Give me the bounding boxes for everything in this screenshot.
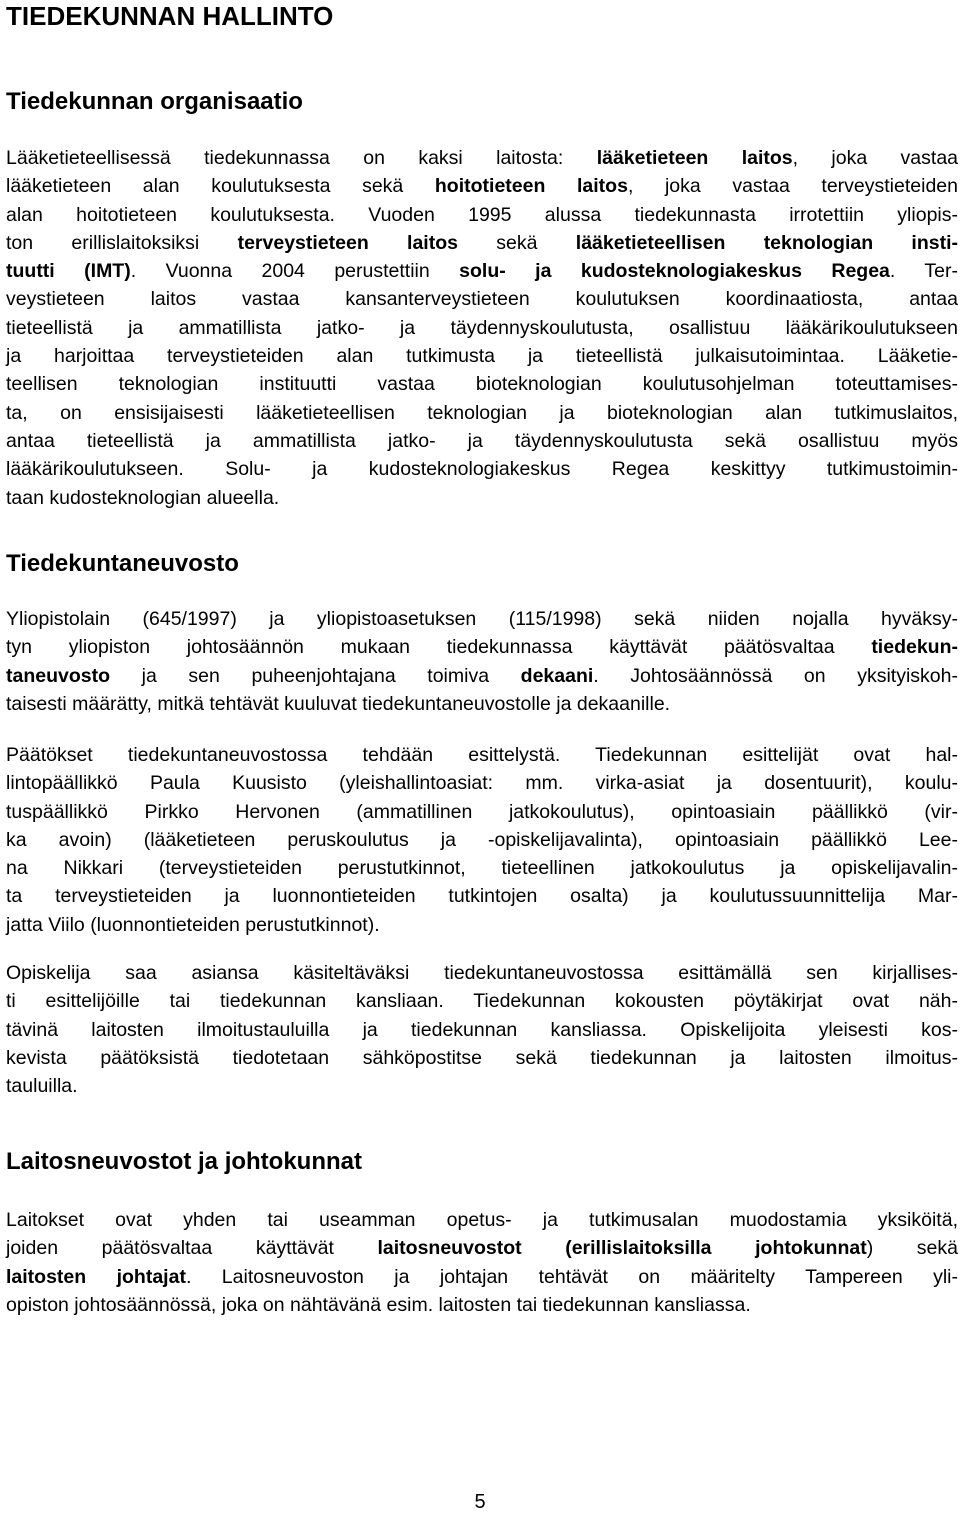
text-run: ta terveystieteiden ja luonnontieteiden tutkintojen osalta) ja koulutussuunnittelija Mar- [6,885,958,908]
text-line [6,769,958,797]
paragraph-faculty-council-authority [6,605,958,718]
text-run: . Vuonna 2004 perustettiin [130,260,460,283]
bold-text: lääketieteen laitos [596,147,793,169]
text-line [6,1206,958,1234]
text-run: ka avoin) (lääketieteen peruskoulutus ja -opiskelijavalinta), opintoasiain päällikkö Lee- [6,828,958,851]
text-run: taan kudosteknologian alueella. [6,486,280,509]
page-title: TIEDEKUNNAN HALLINTO [6,1,334,31]
text-run: lääkärikoulutukseen. Solu- ja kudosteknologiakeskus Regea keskittyy tutkimustoimin- [6,458,958,481]
text-line [6,427,958,455]
text-run: lääketieteen alan koulutuksesta sekä [6,175,435,198]
text-run: Laitokset ovat yhden tai useamman opetus- ja tutkimusalan muodostamia yksiköitä, [6,1209,958,1231]
bold-text: dekaani [520,664,594,687]
text-line [6,1291,958,1319]
text-run: taisesti määrätty, mitkä tehtävät kuuluvat tiedekuntaneuvostolle ja dekaanille. [6,692,671,715]
text-line [6,229,958,257]
bold-text: lääketieteellisen teknologian insti- [575,231,958,254]
text-run: sekä [457,231,576,254]
text-run: joiden päätösvaltaa käyttävät [6,1237,378,1260]
section-heading-organisation: Tiedekunnan organisaatio [6,88,303,115]
text-run: tauluilla. [6,1075,78,1098]
text-run: veystieteen laitos vastaa kansanterveystieteen koulutuksen koordinaatiosta, antaa [6,288,958,311]
text-line [6,741,958,769]
text-line [6,959,958,987]
text-line [6,314,958,342]
text-run: ton erillislaitoksiksi [6,231,238,254]
text-run: tyn yliopiston johtosäännön mukaan tiedekunnassa käyttävät päätösvaltaa [6,636,872,659]
text-run: tieteellistä ja ammatillista jatko- ja täydennyskoulutusta, osallistuu lääkärikoulutukseen [6,316,958,339]
bold-text: terveystieteen laitos [237,231,458,254]
text-line [6,1044,958,1072]
text-run: ta, on ensisijaisesti lääketieteellisen teknologian ja bioteknologian alan tutkimuslaitos, [6,401,958,424]
text-run: Lääketieteellisessä tiedekunnassa on kaksi laitosta: [6,147,597,169]
bold-text: laitosneuvostot (erillislaitoksilla johtokunnat [377,1237,867,1260]
page-number: 5 [474,1491,486,1513]
bold-text: taneuvosto [6,664,111,687]
text-line [6,987,958,1015]
paragraph-organisation [6,144,958,512]
text-line [6,484,958,512]
text-line [6,854,958,882]
section-heading-faculty-council: Tiedekuntaneuvosto [6,550,239,577]
bold-text: laitosten johtajat [6,1265,186,1288]
bold-text: tuutti (IMT) [6,260,131,283]
text-line [6,455,958,483]
text-run: ja harjoittaa terveystieteiden alan tutkimusta ja tieteellistä julkaisutoimintaa. Lääketie- [6,345,958,368]
text-run: tävinä laitosten ilmoitustauluilla ja tiedekunnan kansliassa. Opiskelijoita yleisesti kos- [6,1018,958,1041]
text-run: , joka vastaa [792,147,959,169]
text-run: ti esittelijöille tai tiedekunnan kansliaan. Tiedekunnan kokousten pöytäkirjat ovat näh- [6,990,958,1013]
text-run: alan hoitotieteen koulutuksesta. Vuoden 1995 alussa tiedekunnasta irrotettiin yliopis- [6,203,958,226]
text-line [6,201,958,229]
text-run: . Laitosneuvoston ja johtajan tehtävät on määritelty Tampereen yli- [185,1265,958,1288]
paragraph-faculty-council-presenters [6,741,958,939]
text-line [6,826,958,854]
text-line [6,633,958,661]
text-run: kevista päätöksistä tiedotetaan sähköpostitse sekä tiedekunnan ja laitosten ilmoitus- [6,1046,958,1069]
text-line [6,690,958,718]
paragraph-faculty-council-students [6,959,958,1100]
text-run: na Nikkari (terveystieteiden perustutkinnot, tieteellinen jatkokoulutus ja opiskelijavalin- [6,857,958,880]
text-line [6,1072,958,1100]
text-run: teellisen teknologian instituutti vastaa bioteknologian koulutusohjelman toteuttamises- [6,373,958,396]
text-run: , joka vastaa terveystieteiden [627,175,958,198]
text-line [6,370,958,398]
text-line [6,172,958,200]
text-line [6,342,958,370]
text-line [6,1234,958,1262]
text-line [6,1016,958,1044]
text-run: . Ter- [889,260,958,283]
text-line [6,662,958,690]
text-run: . Johtosäännössä on yksityiskoh- [593,664,958,687]
text-line [6,285,958,313]
text-run: ja sen puheenjohtajana toimiva [110,664,521,687]
text-run: Yliopistolain (645/1997) ja yliopistoasetuksen (115/1998) sekä niiden nojalla hyväksy- [6,608,958,630]
text-run: jatta Viilo (luonnontieteiden perustutkinnot). [6,913,380,936]
text-run: Opiskelija saa asiansa käsiteltäväksi tiedekuntaneuvostossa esittämällä sen kirjallises- [6,962,958,984]
bold-text: tiedekun- [871,636,958,659]
text-run: antaa tieteellistä ja ammatillista jatko- ja täydennyskoulutusta sekä osallistuu myös [6,429,958,452]
text-run: lintopäällikkö Paula Kuusisto (yleishallintoasiat: mm. virka-asiat ja dosentuurit), koulu- [6,772,958,795]
bold-text: hoitotieteen laitos [434,175,628,198]
text-line [6,911,958,939]
text-run: Päätökset tiedekuntaneuvostossa tehdään esittelystä. Tiedekunnan esittelijät ovat hal- [6,744,958,766]
text-line [6,605,958,633]
bold-text: solu- ja kudosteknologiakeskus Regea [459,260,890,283]
text-line [6,399,958,427]
section-heading-department-councils: Laitosneuvostot ja johtokunnat [6,1148,363,1175]
text-line [6,144,958,172]
text-line [6,882,958,910]
paragraph-department-councils [6,1206,958,1319]
text-run: tuspäällikkö Pirkko Hervonen (ammatillinen jatkokoulutus), opintoasiain päällikkö (vir- [6,800,958,823]
text-line [6,798,958,826]
text-run: ) sekä [866,1237,958,1260]
text-line [6,1263,958,1291]
text-line [6,257,958,285]
text-run: opiston johtosäännössä, joka on nähtävänä esim. laitosten tai tiedekunnan kansliassa. [6,1293,751,1316]
